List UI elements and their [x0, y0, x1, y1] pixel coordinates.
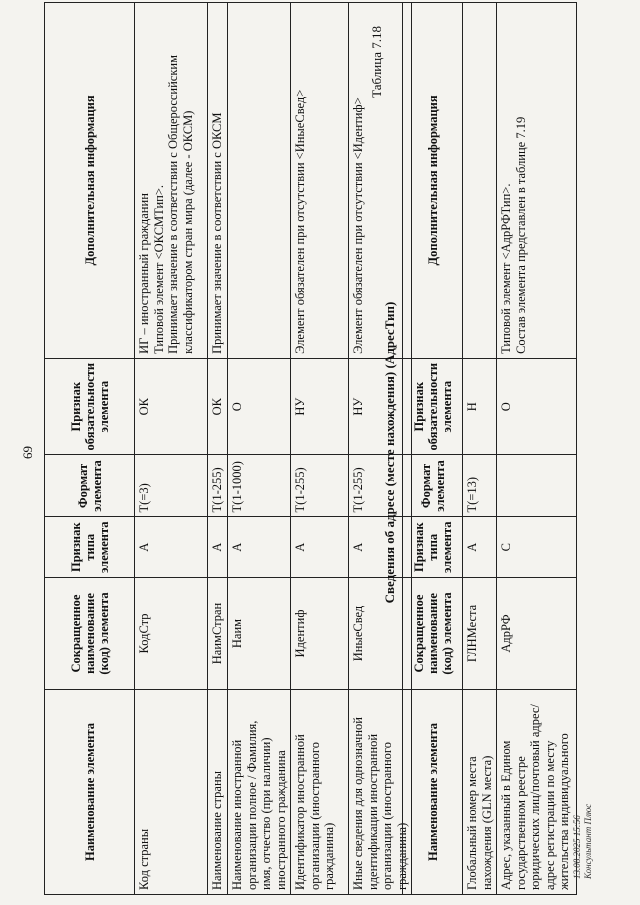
cell-type: А	[228, 517, 291, 578]
cell-code: НаимСтран	[208, 578, 228, 690]
elements-table-foreign	[44, 2, 412, 895]
cell-name: Идентификатор иностранной организации (иностранного гражданина)	[291, 690, 349, 895]
cell-required: О	[228, 358, 291, 455]
stamp-date: 13.08.2025 15:56	[572, 815, 582, 879]
cell-required: О	[497, 358, 577, 455]
cell-format	[497, 455, 577, 517]
table-header-row	[45, 2, 135, 894]
table-number: Таблица 7.18	[369, 26, 384, 98]
header-element-code: Сокращенное наименование (код) элемента	[45, 578, 135, 690]
cell-info	[463, 2, 497, 358]
cell-name: Адрес, указанный в Едином государственном реестре юридических лиц/почтовый адрес/адрес регистрации по месту жительства индивидуального	[497, 690, 577, 895]
header-additional-info: Дополнительная информация	[45, 2, 135, 358]
cell-format: T(1-255)	[349, 455, 412, 517]
cell-code: Наим	[228, 578, 291, 690]
cell-required: Н	[463, 358, 497, 455]
cell-code: ГЛНМеста	[463, 578, 497, 690]
table-row	[497, 2, 577, 894]
header-element-name: Наименование элемента	[45, 690, 135, 895]
footer-stamp	[572, 804, 594, 879]
cell-name: Наименование страны	[208, 690, 228, 895]
cell-info	[228, 2, 291, 358]
cell-type: С	[497, 517, 577, 578]
cell-name: Иные сведения для однозначной идентификации иностранной организации (иностранного гражданина)	[349, 690, 412, 895]
table-row	[208, 2, 228, 894]
cell-info: Элемент обязателен при отсутствии <ИныеСвед>	[291, 2, 349, 358]
header-additional-info: Дополнительная информация	[403, 2, 463, 358]
table-row	[228, 2, 291, 894]
header-element-name: Наименование элемента	[403, 690, 463, 895]
cell-info: Элемент обязателен при отсутствии <Идентиф>	[349, 2, 412, 358]
cell-required: ОК	[135, 358, 208, 455]
cell-required: НУ	[349, 358, 412, 455]
cell-type: А	[463, 517, 497, 578]
cell-code: КодСтр	[135, 578, 208, 690]
cell-code: ИныеСвед	[349, 578, 412, 690]
cell-type: А	[349, 517, 412, 578]
header-element-code: Сокращенное наименование (код) элемента	[403, 578, 463, 690]
cell-name: Глобальный номер места нахождения (GLN места)	[463, 690, 497, 895]
cell-name: Код страны	[135, 690, 208, 895]
cell-format: T(=13)	[463, 455, 497, 517]
cell-info: ИГ – иностранный гражданин Типовой элемент <ОКСМТип>. Принимает значение в соответствии с Общероссийским классификатором стран мира (далее - ОКСМ)	[135, 2, 208, 358]
page-number: 69	[20, 446, 35, 459]
cell-code: АдрРФ	[497, 578, 577, 690]
cell-name: Наименование иностранной организации полное / Фамилия, имя, отчество (при наличии) иностранного гражданина	[228, 690, 291, 895]
header-element-format: Формат элемента	[403, 455, 463, 517]
cell-format: T(=3)	[135, 455, 208, 517]
elements-table-address	[402, 2, 577, 895]
cell-format: T(1-255)	[208, 455, 228, 517]
cell-info: Типовой элемент <АдрРФТип>. Состав элемента представлен в таблице 7.19	[497, 2, 577, 358]
section-title: Сведения об адресе (месте нахождения) (АдресТип)	[382, 301, 397, 604]
cell-type: А	[135, 517, 208, 578]
cell-format: T(1-1000)	[228, 455, 291, 517]
table-row	[291, 2, 349, 894]
cell-info: Принимает значение в соответствии с ОКСМ	[208, 2, 228, 358]
header-element-format: Формат элемента	[45, 455, 135, 517]
header-element-required: Признак обязательности элемента	[403, 358, 463, 455]
cell-code: Идентиф	[291, 578, 349, 690]
cell-required: НУ	[291, 358, 349, 455]
header-element-type: Признак типа элемента	[403, 517, 463, 578]
stamp-source: Консультант Плюс	[583, 803, 593, 879]
cell-type: А	[291, 517, 349, 578]
table-row	[135, 2, 208, 894]
cell-format: T(1-255)	[291, 455, 349, 517]
header-element-required: Признак обязательности элемента	[45, 358, 135, 455]
cell-required: ОК	[208, 358, 228, 455]
header-element-type: Признак типа элемента	[45, 517, 135, 578]
table-row	[463, 2, 497, 894]
cell-type: А	[208, 517, 228, 578]
table-header-row	[403, 2, 463, 894]
